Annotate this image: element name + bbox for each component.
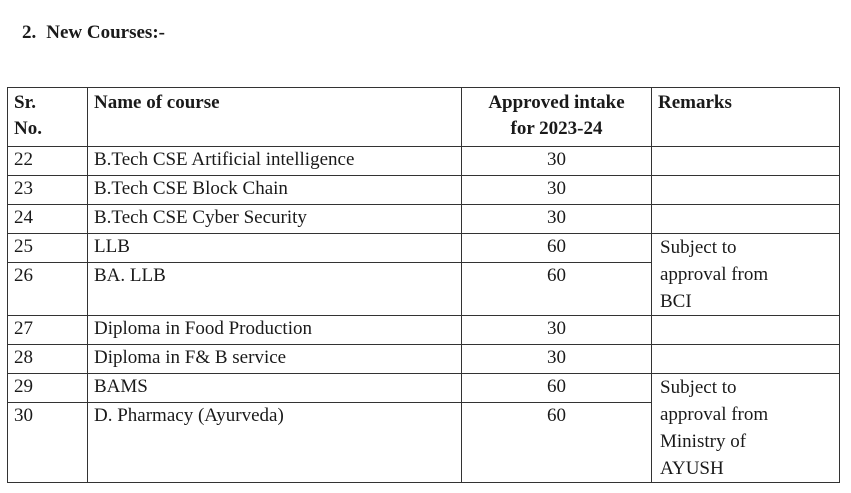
new-courses-table bbox=[7, 87, 840, 483]
remark-line: AYUSH bbox=[660, 458, 724, 479]
remark-line: Subject to bbox=[660, 377, 737, 398]
remark-line: Subject to bbox=[660, 237, 737, 258]
header-intake-line2: for 2023-24 bbox=[510, 118, 603, 139]
header-sr-line2: No. bbox=[14, 118, 42, 139]
header-sr-line1: Sr. bbox=[14, 92, 37, 113]
remarks-cell-ayush bbox=[652, 374, 840, 483]
sr-cell: 28 bbox=[8, 345, 88, 374]
section-number: 2. bbox=[22, 22, 37, 43]
table-row bbox=[8, 147, 840, 176]
course-cell: Diploma in Food Production bbox=[88, 316, 462, 345]
sr-cell: 26 bbox=[8, 263, 88, 316]
course-cell: B.Tech CSE Artificial intelligence bbox=[88, 147, 462, 176]
header-intake-line1: Approved intake bbox=[488, 92, 625, 113]
section-title: New Courses:- bbox=[46, 22, 165, 43]
table-row bbox=[8, 205, 840, 234]
remarks-cell bbox=[652, 316, 840, 345]
course-cell: D. Pharmacy (Ayurveda) bbox=[88, 403, 462, 483]
sr-cell: 22 bbox=[8, 147, 88, 176]
intake-cell: 30 bbox=[462, 345, 652, 374]
sr-cell: 30 bbox=[8, 403, 88, 483]
intake-cell: 60 bbox=[462, 374, 652, 403]
course-cell: Diploma in F& B service bbox=[88, 345, 462, 374]
remarks-cell bbox=[652, 176, 840, 205]
remark-line: approval from bbox=[660, 264, 769, 285]
remarks-cell-bci bbox=[652, 234, 840, 316]
sr-cell: 29 bbox=[8, 374, 88, 403]
intake-cell: 60 bbox=[462, 234, 652, 263]
header-sr-no bbox=[8, 88, 88, 147]
course-cell: BAMS bbox=[88, 374, 462, 403]
header-remarks: Remarks bbox=[652, 88, 840, 147]
sr-cell: 27 bbox=[8, 316, 88, 345]
remarks-cell bbox=[652, 205, 840, 234]
remarks-cell bbox=[652, 147, 840, 176]
remark-line: Ministry of bbox=[660, 431, 747, 452]
course-cell: B.Tech CSE Block Chain bbox=[88, 176, 462, 205]
intake-cell: 30 bbox=[462, 147, 652, 176]
intake-cell: 60 bbox=[462, 403, 652, 483]
intake-cell: 30 bbox=[462, 205, 652, 234]
course-cell: BA. LLB bbox=[88, 263, 462, 316]
table-row bbox=[8, 316, 840, 345]
sr-cell: 25 bbox=[8, 234, 88, 263]
intake-cell: 30 bbox=[462, 176, 652, 205]
table-header-row bbox=[8, 88, 840, 147]
table-row bbox=[8, 374, 840, 403]
remarks-cell bbox=[652, 345, 840, 374]
header-course: Name of course bbox=[88, 88, 462, 147]
intake-cell: 60 bbox=[462, 263, 652, 316]
table-row bbox=[8, 176, 840, 205]
sr-cell: 24 bbox=[8, 205, 88, 234]
section-heading bbox=[22, 22, 165, 44]
course-cell: B.Tech CSE Cyber Security bbox=[88, 205, 462, 234]
intake-cell: 30 bbox=[462, 316, 652, 345]
header-intake bbox=[462, 88, 652, 147]
remark-line: approval from bbox=[660, 404, 769, 425]
table-row bbox=[8, 345, 840, 374]
sr-cell: 23 bbox=[8, 176, 88, 205]
course-cell: LLB bbox=[88, 234, 462, 263]
table-row bbox=[8, 234, 840, 263]
remark-line: BCI bbox=[660, 291, 692, 312]
